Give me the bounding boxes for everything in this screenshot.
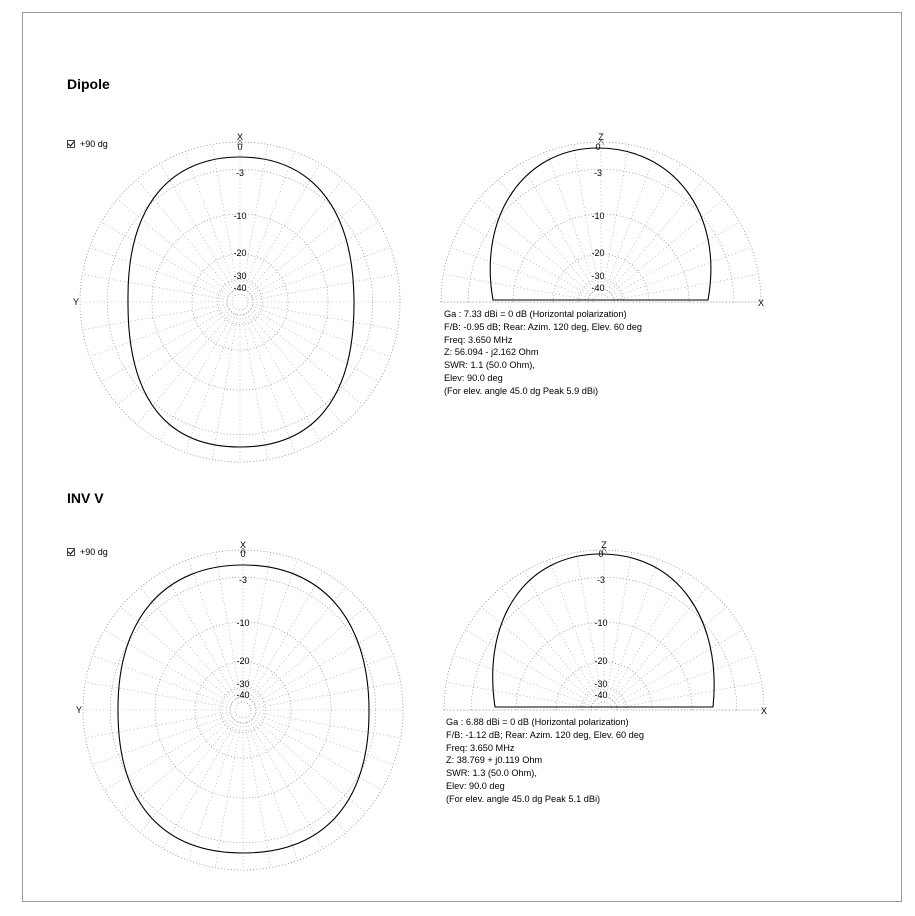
grid-spoke bbox=[615, 630, 742, 704]
section-title-dipole: Dipole bbox=[67, 76, 110, 92]
grid-spoke bbox=[465, 630, 592, 704]
grid-spoke bbox=[82, 304, 227, 330]
azimuth-left-axis-label: Y bbox=[72, 297, 80, 307]
grid-spoke bbox=[612, 222, 739, 296]
grid-spoke bbox=[244, 314, 294, 452]
grid-spoke bbox=[85, 712, 230, 738]
grid-spoke bbox=[521, 163, 595, 290]
grid-spoke bbox=[93, 655, 231, 705]
invv-elevation-checkbox[interactable] bbox=[67, 547, 108, 557]
grid-spoke bbox=[253, 304, 398, 330]
grid-spoke bbox=[549, 560, 599, 698]
grid-spoke bbox=[188, 722, 238, 860]
db-label-10: -10 bbox=[591, 211, 605, 221]
azimuth-db-labels bbox=[236, 549, 249, 700]
grid-spoke bbox=[606, 552, 632, 697]
db-label-10: -10 bbox=[594, 618, 608, 628]
grid-spoke bbox=[252, 247, 390, 297]
grid-spoke bbox=[610, 571, 684, 698]
azimuth-db-labels bbox=[233, 142, 246, 293]
grid-spoke bbox=[253, 274, 398, 300]
grid-spoke bbox=[160, 163, 234, 290]
grid-spoke bbox=[140, 720, 235, 833]
grid-spoke bbox=[249, 721, 323, 848]
grid-spoke bbox=[160, 313, 234, 440]
grid-spoke bbox=[481, 607, 594, 702]
grid-ring bbox=[230, 697, 256, 723]
invv-elevation-plot bbox=[444, 540, 767, 716]
grid-spoke bbox=[163, 721, 237, 848]
grid-ring bbox=[232, 294, 248, 310]
grid-spoke bbox=[251, 222, 378, 296]
grid-spoke bbox=[614, 607, 727, 702]
peak-line: (For elev. angle 45.0 dg Peak 5.1 dBi) bbox=[446, 793, 601, 804]
grid-spoke bbox=[137, 179, 232, 292]
db-label-20: -20 bbox=[233, 248, 247, 258]
peak-line: (For elev. angle 45.0 dg Peak 5.9 dBi) bbox=[444, 385, 599, 396]
grid-spoke bbox=[254, 716, 381, 790]
grid-spoke bbox=[212, 315, 238, 460]
grid-spoke bbox=[252, 306, 390, 356]
grid-spoke bbox=[248, 179, 343, 292]
db-label-0: 0 bbox=[240, 549, 246, 559]
grid-spoke bbox=[82, 274, 227, 300]
grid-spoke bbox=[250, 310, 363, 405]
grid-ring bbox=[83, 550, 403, 870]
grid-ring bbox=[192, 254, 288, 350]
grid-spoke bbox=[611, 199, 724, 294]
db-label-10: -10 bbox=[233, 211, 247, 221]
db-label-40: -40 bbox=[594, 690, 608, 700]
grid-spoke bbox=[256, 682, 401, 708]
checkbox-label: +90 dg bbox=[80, 547, 108, 557]
dipole-info-block bbox=[444, 308, 642, 398]
grid-spoke bbox=[612, 587, 707, 700]
gain-line: Ga : 7.33 dBi = 0 dB (Horizontal polarization) bbox=[444, 309, 627, 319]
grid-spoke bbox=[251, 308, 378, 382]
grid-spoke bbox=[462, 222, 589, 296]
grid-spoke bbox=[255, 714, 393, 764]
grid-spoke bbox=[104, 630, 231, 704]
grid-spoke bbox=[451, 247, 589, 297]
elevation-db-labels bbox=[591, 142, 604, 293]
checkbox-check-icon[interactable] bbox=[67, 548, 75, 556]
impedance-line: Z: 56.094 - j2.162 Ohm bbox=[444, 347, 539, 358]
elevation-line: Elev: 90.0 deg bbox=[446, 780, 505, 791]
db-label-20: -20 bbox=[236, 656, 250, 666]
db-label-30: -30 bbox=[233, 271, 247, 281]
grid-spoke bbox=[104, 716, 231, 790]
db-label-30: -30 bbox=[591, 271, 605, 281]
db-label-40: -40 bbox=[591, 283, 605, 293]
grid-spoke bbox=[246, 163, 320, 290]
grid-spoke bbox=[90, 247, 228, 297]
frequency-line: Freq: 3.650 MHz bbox=[446, 742, 515, 753]
grid-spoke bbox=[117, 199, 230, 294]
grid-spoke bbox=[478, 199, 591, 294]
grid-ring bbox=[596, 702, 612, 710]
impedance-line: Z: 38.769 + j0.119 Ohm bbox=[446, 755, 543, 766]
grid-ring bbox=[155, 622, 331, 798]
elevation-right-axis-label: X bbox=[760, 706, 768, 716]
grid-spoke bbox=[251, 720, 346, 833]
grid-spoke bbox=[251, 587, 346, 700]
section-title-invv: INV V bbox=[67, 490, 104, 506]
grid-spoke bbox=[185, 314, 235, 452]
grid-spoke bbox=[250, 199, 363, 294]
grid-spoke bbox=[255, 655, 393, 705]
grid-spoke bbox=[454, 655, 592, 705]
grid-ring bbox=[195, 662, 291, 758]
grid-spoke bbox=[254, 630, 381, 704]
grid-spoke bbox=[247, 722, 297, 860]
db-label-30: -30 bbox=[236, 679, 250, 689]
grid-spoke bbox=[101, 308, 228, 382]
grid-spoke bbox=[101, 222, 228, 296]
grid-ring bbox=[593, 294, 609, 302]
db-label-30: -30 bbox=[594, 679, 608, 689]
grid-spoke bbox=[163, 571, 237, 698]
frequency-line: Freq: 3.650 MHz bbox=[444, 334, 513, 345]
grid-spoke bbox=[616, 655, 754, 705]
elevation-top-axis-label: Z bbox=[601, 540, 607, 550]
checkbox-label: +90 dg bbox=[80, 139, 108, 149]
azimuth-top-axis-label: X bbox=[239, 540, 247, 550]
grid-spoke bbox=[140, 587, 235, 700]
grid-spoke bbox=[614, 274, 759, 300]
elevation-db-labels bbox=[594, 549, 607, 700]
grid-spoke bbox=[247, 560, 297, 698]
grid-spoke bbox=[603, 144, 629, 289]
dipole-elevation-plot bbox=[441, 132, 764, 308]
grid-spoke bbox=[248, 312, 343, 425]
grid-spoke bbox=[443, 274, 588, 300]
elevation-right-axis-label: X bbox=[757, 298, 765, 308]
invv-azimuth-pattern bbox=[118, 565, 369, 853]
azimuth-left-axis-label: Y bbox=[75, 705, 83, 715]
front-back-line: F/B: -0.95 dB; Rear: Azim. 120 deg, Elev. 60 deg bbox=[444, 321, 642, 332]
grid-spoke bbox=[242, 315, 268, 460]
grid-spoke bbox=[246, 313, 320, 440]
db-label-20: -20 bbox=[591, 248, 605, 258]
grid-ring bbox=[152, 214, 328, 390]
grid-spoke bbox=[498, 179, 593, 292]
front-back-line: F/B: -1.12 dB; Rear: Azim. 120 deg, Elev. 60 deg bbox=[446, 729, 644, 740]
azimuth-grid bbox=[83, 548, 403, 870]
elevation-line: Elev: 90.0 deg bbox=[444, 372, 503, 383]
invv-info-block bbox=[446, 716, 644, 806]
grid-spoke bbox=[446, 682, 591, 708]
db-label-10: -10 bbox=[236, 618, 250, 628]
db-label-3: -3 bbox=[235, 168, 245, 178]
db-label-40: -40 bbox=[233, 283, 247, 293]
swr-line: SWR: 1.3 (50.0 Ohm), bbox=[446, 768, 537, 779]
grid-spoke bbox=[546, 152, 596, 290]
dipole-azimuth-plot bbox=[73, 132, 400, 462]
elevation-top-axis-label: Z bbox=[598, 132, 604, 142]
swr-line: SWR: 1.1 (50.0 Ohm), bbox=[444, 360, 535, 371]
grid-spoke bbox=[608, 560, 658, 698]
db-label-3: -3 bbox=[593, 168, 603, 178]
grid-ring bbox=[227, 289, 253, 315]
grid-spoke bbox=[607, 163, 681, 290]
db-label-3: -3 bbox=[238, 575, 248, 585]
grid-spoke bbox=[137, 312, 232, 425]
db-label-3: -3 bbox=[596, 575, 606, 585]
db-label-20: -20 bbox=[594, 656, 608, 666]
grid-spoke bbox=[244, 152, 294, 290]
azimuth-top-axis-label: X bbox=[236, 132, 244, 142]
grid-ring bbox=[235, 702, 251, 718]
grid-spoke bbox=[249, 571, 323, 698]
gain-line: Ga : 6.88 dBi = 0 dB (Horizontal polarization) bbox=[446, 717, 629, 727]
grid-spoke bbox=[256, 712, 401, 738]
grid-spoke bbox=[609, 179, 704, 292]
grid-spoke bbox=[85, 682, 230, 708]
db-label-40: -40 bbox=[236, 690, 250, 700]
invv-azimuth-plot bbox=[76, 540, 403, 870]
db-label-0: 0 bbox=[598, 549, 604, 559]
grid-spoke bbox=[215, 723, 241, 868]
grid-spoke bbox=[117, 310, 230, 405]
grid-spoke bbox=[617, 682, 762, 708]
grid-spoke bbox=[245, 723, 271, 868]
grid-spoke bbox=[501, 587, 596, 700]
db-label-0: 0 bbox=[237, 142, 243, 152]
grid-spoke bbox=[605, 152, 655, 290]
db-label-0: 0 bbox=[595, 142, 601, 152]
grid-spoke bbox=[524, 571, 598, 698]
